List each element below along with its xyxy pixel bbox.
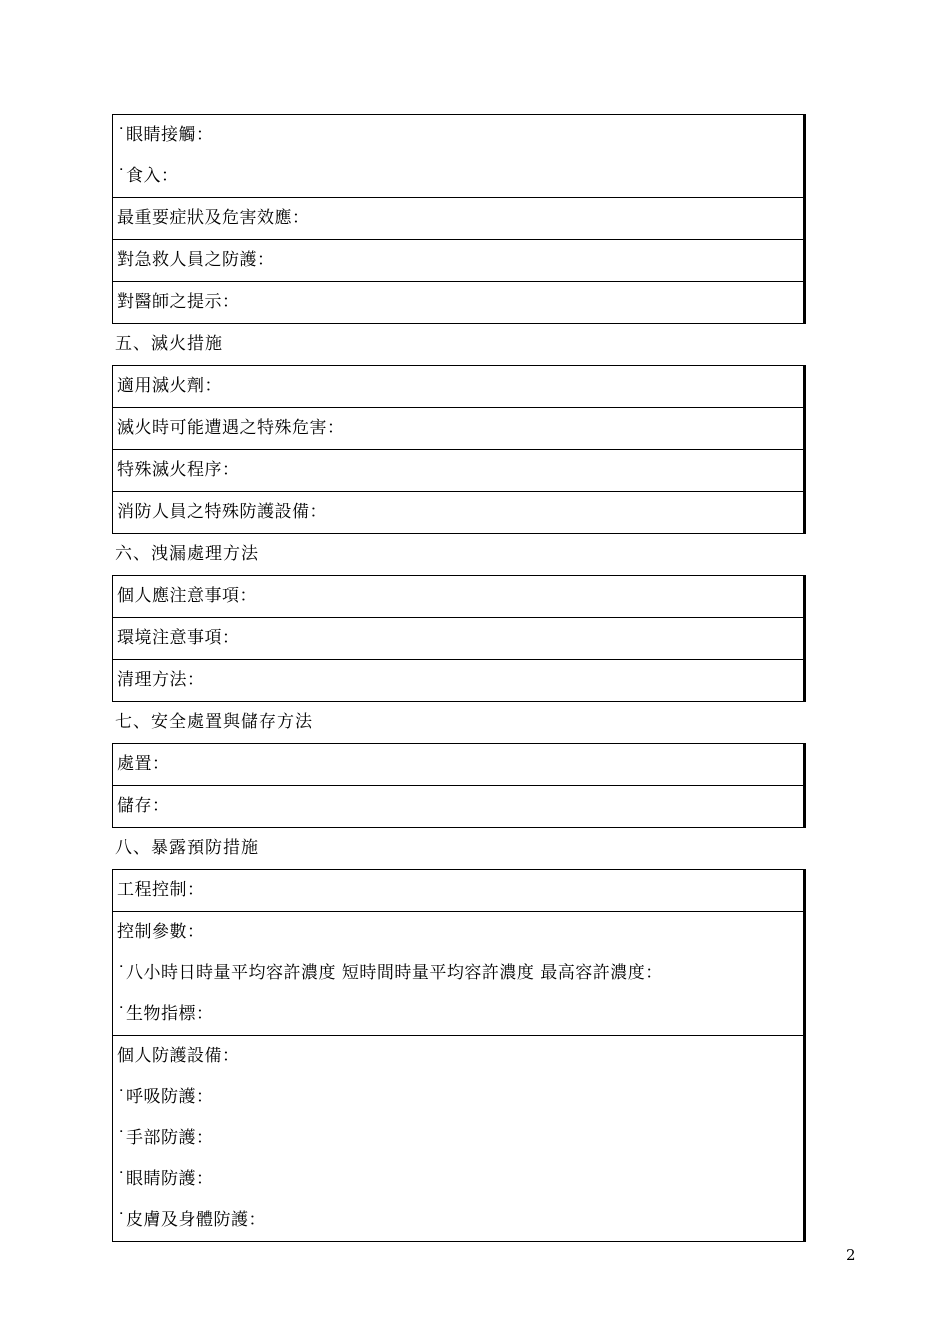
personal-precautions-group (113, 576, 803, 617)
control-parameters-field: 控制參數： (117, 922, 205, 942)
exposure-limits-field: ˙八小時日時量平均容許濃度 短時間時量平均容許濃度 最高容許濃度： (117, 963, 663, 983)
ppe-group (113, 1035, 803, 1241)
page-number: 2 (846, 1246, 856, 1264)
ingestion-field: ˙食入： (117, 166, 179, 186)
handling-group (113, 744, 803, 785)
spill-table (112, 575, 806, 702)
firefighting-table (112, 365, 806, 534)
fire-hazards-group (113, 407, 803, 449)
ppe-field: 個人防護設備： (117, 1046, 240, 1066)
handling-storage-table (112, 743, 806, 828)
skin-body-protection-field: ˙皮膚及身體防護： (117, 1210, 266, 1230)
rescuer-protection-group (113, 239, 803, 281)
engineering-controls-field: 工程控制： (117, 880, 205, 900)
first-aid-table (112, 114, 806, 324)
exposure-controls-table (112, 869, 806, 1242)
physician-note-group (113, 281, 803, 323)
cleanup-methods-group (113, 659, 803, 701)
first-aid-exposure-group (113, 115, 803, 197)
firefighter-equipment-group (113, 491, 803, 533)
firefighter-equipment-field: 消防人員之特殊防護設備： (117, 502, 327, 522)
extinguishing-media-field: 適用滅火劑： (117, 376, 222, 396)
symptoms-field: 最重要症狀及危害效應： (117, 208, 310, 228)
section-title-firefighting: 五、滅火措施 (115, 334, 223, 354)
cleanup-methods-field: 清理方法： (117, 670, 205, 690)
rescuer-protection-field: 對急救人員之防護： (117, 250, 275, 270)
storage-group (113, 785, 803, 827)
environmental-precautions-field: 環境注意事項： (117, 628, 240, 648)
handling-field: 處置： (117, 754, 170, 774)
storage-field: 儲存： (117, 796, 170, 816)
section-title-handling-storage: 七、安全處置與儲存方法 (115, 712, 313, 732)
document-body (112, 114, 806, 1242)
personal-precautions-field: 個人應注意事項： (117, 586, 257, 606)
extinguishing-media-group (113, 366, 803, 407)
firefighting-procedure-field: 特殊滅火程序： (117, 460, 240, 480)
control-parameters-group (113, 911, 803, 1035)
eye-contact-field: ˙眼睛接觸： (117, 125, 214, 145)
section-title-exposure-controls: 八、暴露預防措施 (115, 838, 259, 858)
hand-protection-field: ˙手部防護： (117, 1128, 214, 1148)
eye-protection-field: ˙眼睛防護： (117, 1169, 214, 1189)
firefighting-procedure-group (113, 449, 803, 491)
physician-note-field: 對醫師之提示： (117, 292, 240, 312)
engineering-controls-group (113, 870, 803, 911)
environmental-precautions-group (113, 617, 803, 659)
section-title-spill: 六、洩漏處理方法 (115, 544, 259, 564)
respiratory-protection-field: ˙呼吸防護： (117, 1087, 214, 1107)
symptoms-group (113, 197, 803, 239)
biological-index-field: ˙生物指標： (117, 1004, 214, 1024)
fire-hazards-field: 滅火時可能遭遇之特殊危害： (117, 418, 345, 438)
